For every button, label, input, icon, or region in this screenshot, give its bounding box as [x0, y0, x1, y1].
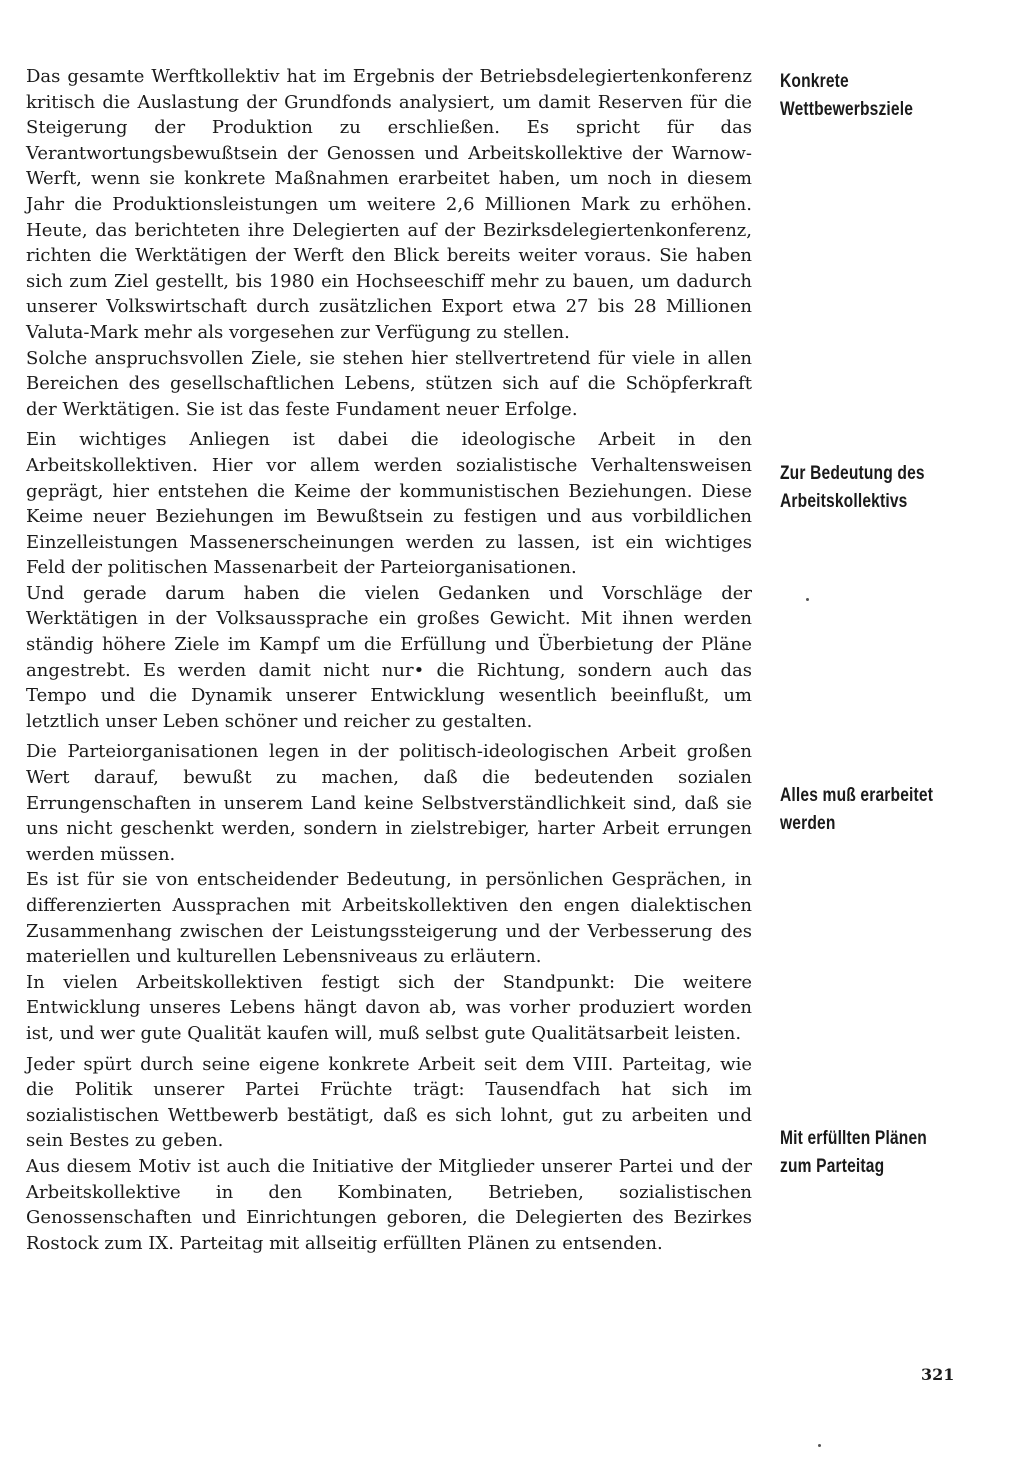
paragraph-2: Solche anspruchsvollen Ziele, sie stehen hier stellvertretend für viele in allen Bereichen des gesellschaftlichen Lebens, stützen sich auf die Schöpferkraft der Werktätigen. Sie ist das feste Fundament neuer Erfolge. [26, 347, 752, 420]
margin-note-line: Zur Bedeutung des [780, 463, 925, 484]
paragraph-3: Ein wichtiges Anliegen ist dabei die ideologische Arbeit in den Arbeitskollektiven. Hier vor allem werden sozialistische Verhaltensweisen geprägt, hier entstehen die Keime der kommunistischen Beziehungen. Diese Keime neuer Beziehungen im Bewußtsein zu festigen und aus vorbildlichen Einzelleistungen Massenerscheinungen werden zu lassen, ist ein wichtiges Feld der politischen Massenarbeit der Parteiorganisationen. [26, 429, 752, 579]
margin-note-line: Arbeitskollektivs [780, 491, 908, 512]
margin-note-zur-bedeutung [780, 460, 952, 516]
margin-note-line: Mit erfüllten Plänen [780, 1128, 927, 1149]
margin-note-line: Konkrete [780, 71, 849, 92]
margin-note-alles-muss-erarbeitet [780, 782, 952, 838]
margin-note-line: werden [780, 813, 836, 834]
paragraph-6: Es ist für sie von entscheidender Bedeutung, in persönlichen Gesprächen, in differenzierten Aussprachen mit Arbeitskollektiven den engen dialektischen Zusammenhang zwischen der Leistungssteigerung und der Verbesserung des materiellen und kulturellen Lebensniveaus zu erläutern. [26, 869, 752, 968]
paragraph-5: Die Parteiorganisationen legen in der politisch-ideologischen Arbeit großen Wert darauf, bewußt zu machen, daß die bedeutenden sozialen Errungenschaften in unserem Land keine Selbstverständlichkeit sind, daß sie uns nicht geschenkt werden, sondern in zielstrebiger, harter Arbeit errungen werden müssen. [26, 741, 752, 865]
margin-note-line: Alles muß erarbeitet [780, 785, 934, 806]
main-text-column [26, 64, 752, 1256]
margin-note-konkrete-wettbewerbsziele [780, 68, 952, 124]
paragraph-7: In vielen Arbeitskollektiven festigt sich der Standpunkt: Die weitere Entwicklung unseres Lebens hängt davon ab, was vorher produziert worden ist, und wer gute Qualität kaufen will, muß selbst gute Qualitätsarbeit leisten. [26, 971, 752, 1044]
paragraph-9: Aus diesem Motiv ist auch die Initiative der Mitglieder unserer Partei und der Arbeitskollektive in den Kombinaten, Betrieben, sozialistischen Genossenschaften und Einrichtungen geboren, die Delegierten des Bezirkes Rostock zum IX. Parteitag mit allseitig erfüllten Plänen zu entsenden. [26, 1155, 752, 1254]
paragraph-8: Jeder spürt durch seine eigene konkrete Arbeit seit dem VIII. Parteitag, wie die Politik unserer Partei Früchte trägt: Tausendfach hat sich im sozialistischen Wettbewerb bestätigt, daß es sich lohnt, gut zu arbeiten und sein Bestes zu geben. [26, 1053, 752, 1152]
page-number: 321 [921, 1365, 955, 1384]
paragraph-4: Und gerade darum haben die vielen Gedanken und Vorschläge der Werktätigen in der Volksaussprache ein großes Gewicht. Mit ihnen werden ständig höhere Ziele im Kampf um die Erfüllung und Überbietung der Pläne angestrebt. Es werden damit nicht nur• die Richtung, sondern auch das Tempo und die Dynamik unserer Entwicklung wesentlich beeinflußt, um letztlich unser Leben schöner und reicher zu gestalten. [26, 582, 752, 732]
paragraph-1: Das gesamte Werftkollektiv hat im Ergebnis der Betriebsdelegiertenkonferenz kritisch die Auslastung der Grundfonds analysiert, um damit Reserven für die Steigerung der Produktion zu erschließen. Es spricht für das Verantwortungsbewußtsein der Genossen und Arbeitskollektive der Warnow-Werft, wenn sie konkrete Maßnahmen erarbeitet haben, um noch in diesem Jahr die Produktionsleistungen um weitere 2,6 Millionen Mark zu erhöhen. Heute, das berichteten ihre Delegierten auf der Bezirksdelegiertenkonferenz, richten die Werktätigen der Werft den Blick bereits weiter voraus. Sie haben sich zum Ziel gestellt, bis 1980 ein Hochseeschiff mehr zu bauen, um dadurch unserer Volkswirtschaft durch zusätzlichen Export etwa 27 bis 28 Millionen Valuta-Mark mehr als vorgesehen zur Verfügung zu stellen. [26, 66, 752, 343]
margin-note-mit-erfuellten-plaenen [780, 1125, 952, 1181]
print-speck [818, 1444, 821, 1447]
margin-note-line: Wettbewerbsziele [780, 99, 914, 120]
margin-note-line: zum Parteitag [780, 1156, 885, 1177]
print-speck [806, 598, 809, 601]
